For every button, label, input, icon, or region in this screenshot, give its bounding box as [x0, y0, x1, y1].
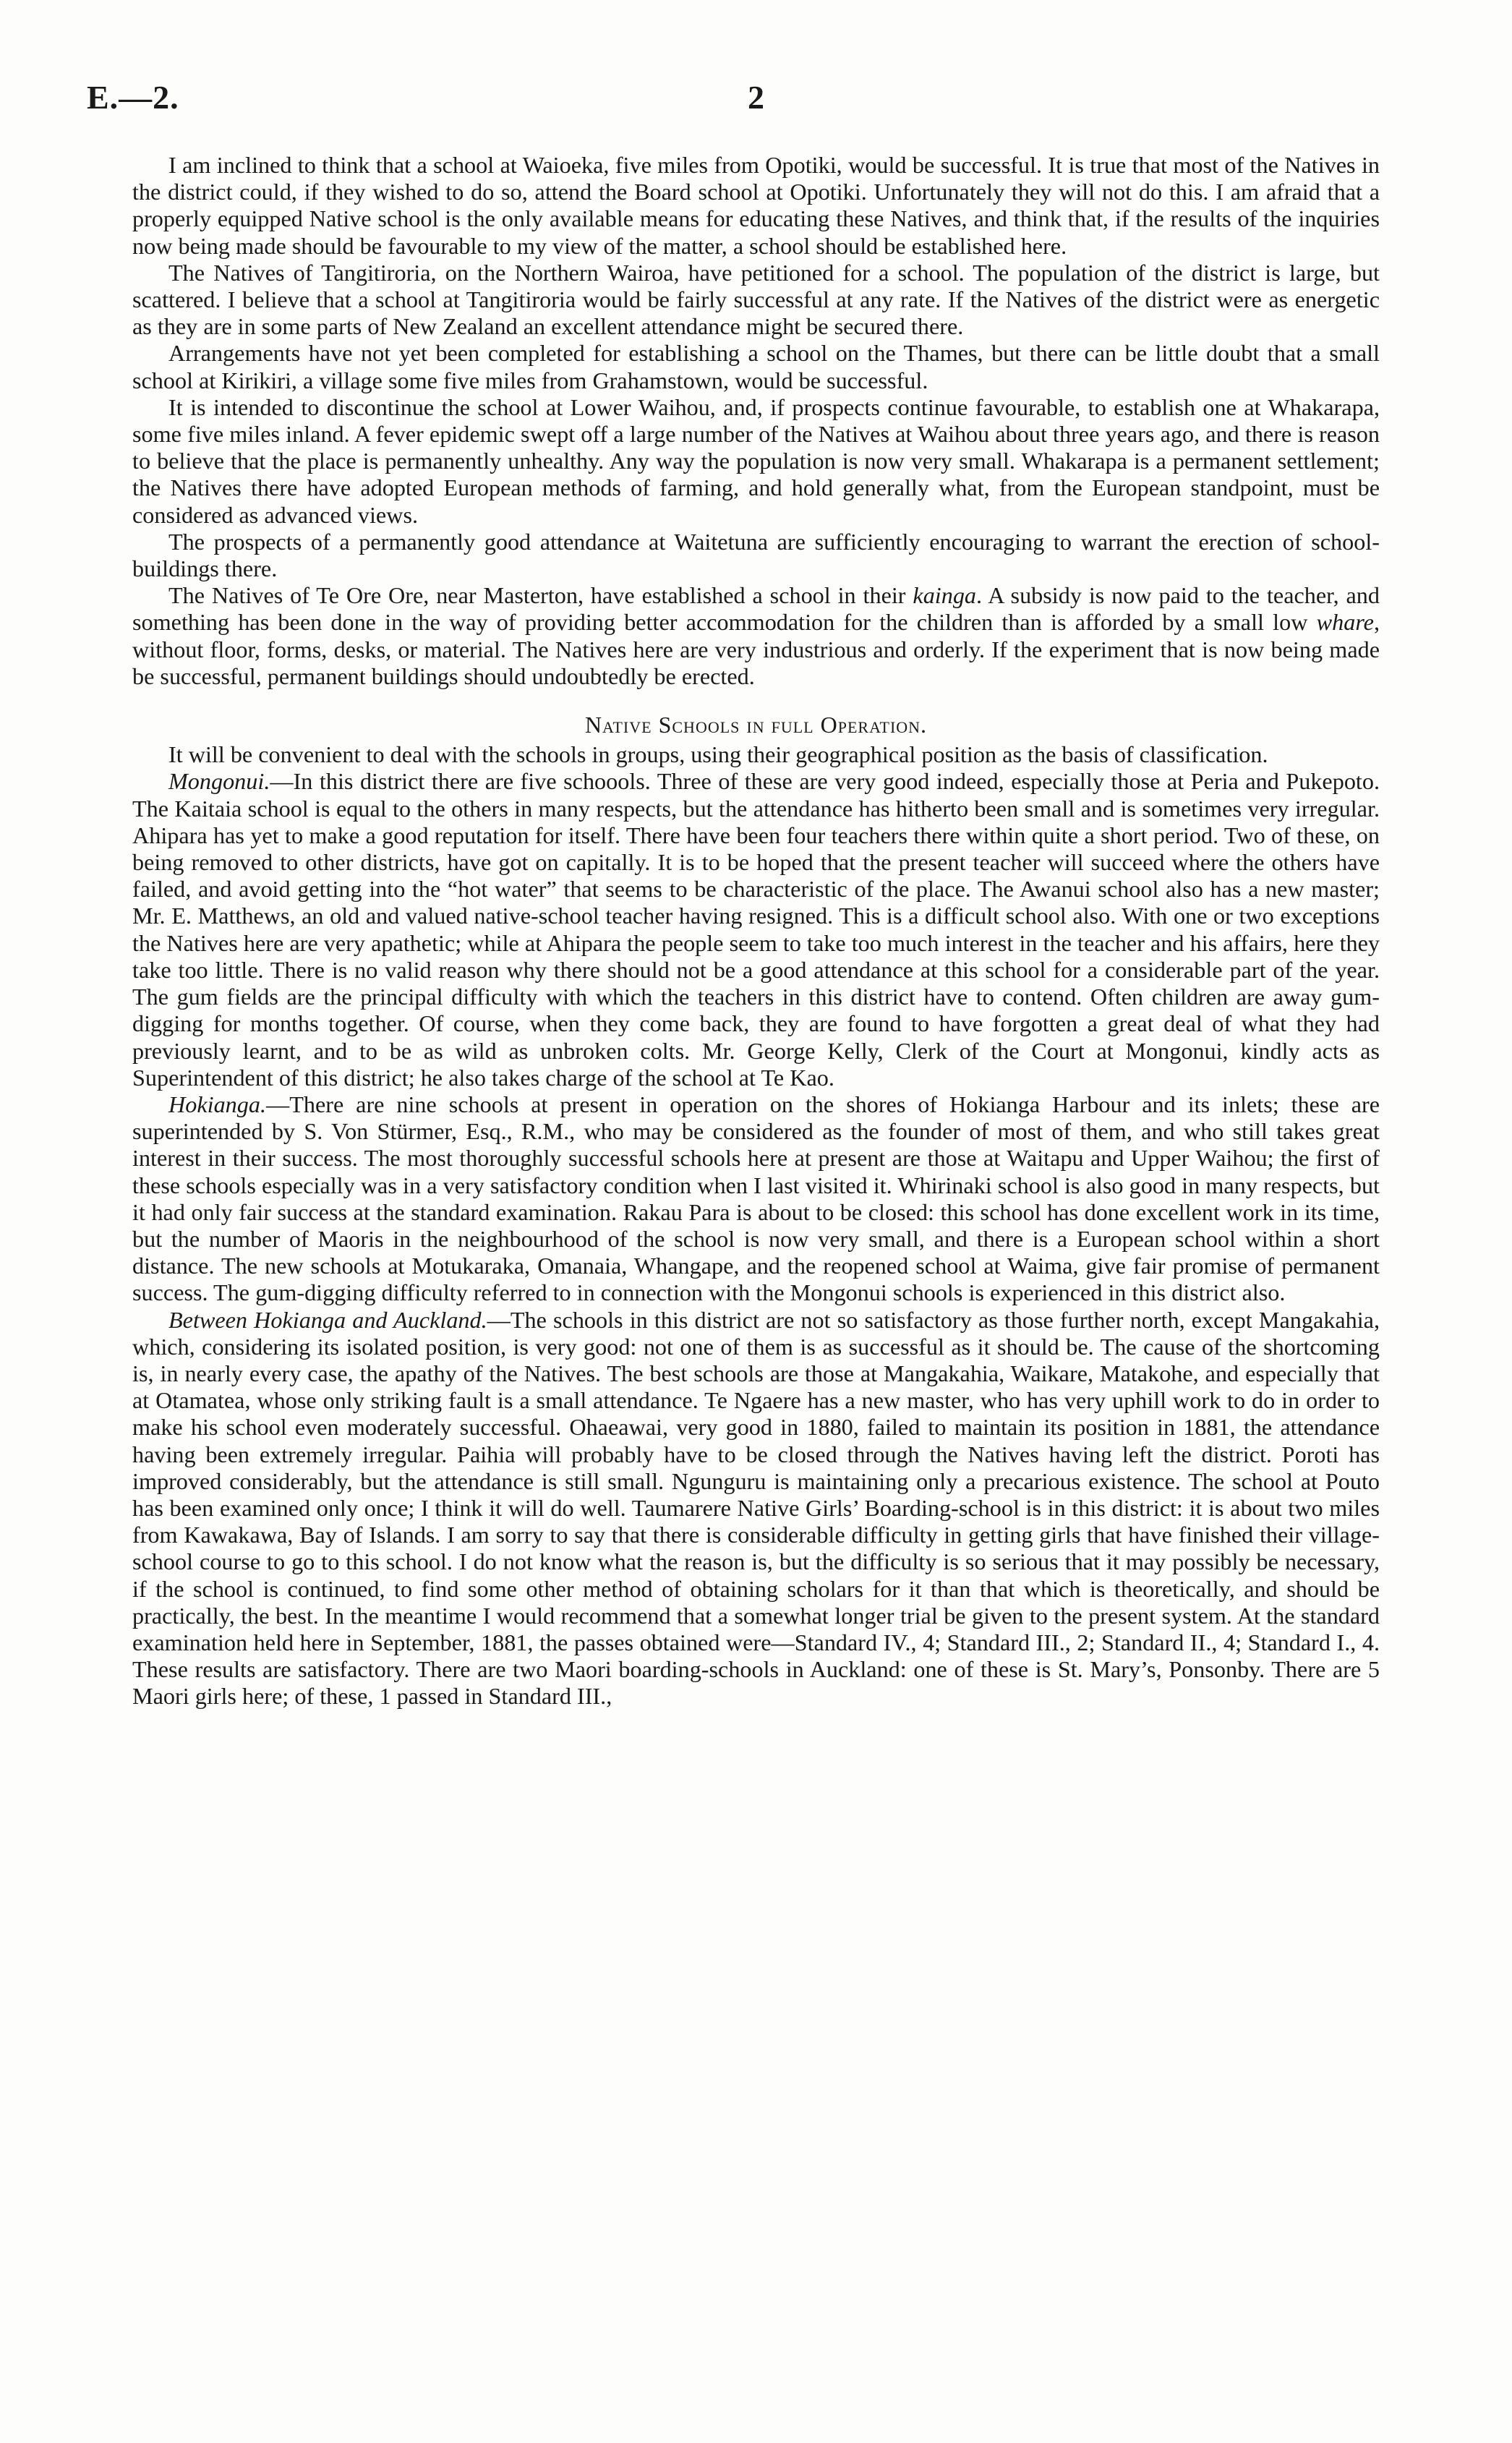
- document-reference: E.—2.: [87, 79, 179, 116]
- te-ore-ore-text-1: The Natives of Te Ore Ore, near Masterton, have established a school in their: [168, 582, 913, 609]
- section-heading: Native Schools in full Operation.: [584, 712, 928, 738]
- term-whare: whare: [1316, 609, 1374, 636]
- paragraph-hokianga: [132, 1091, 1380, 1307]
- paragraph-te-ore-ore: [132, 582, 1380, 690]
- te-ore-ore-text-2: . A subsidy is now paid to the teacher, and something has been done in the way of providing better accommodation for the children than is afforded by a small low: [132, 582, 1380, 636]
- page-header: [87, 78, 1425, 121]
- paragraph-hokianga-auckland: [132, 1307, 1380, 1710]
- district-name-mongonui: Mongonui.: [168, 768, 270, 795]
- paragraph-mongonui: [132, 768, 1380, 1091]
- paragraph-section-intro: It will be convenient to deal with the schools in groups, using their geographical position as the basis of classification.: [168, 741, 1268, 768]
- body-text: [132, 152, 1380, 1710]
- te-ore-ore-text-3: , without floor, forms, desks, or material. The Natives here are very industrious and orderly. If the experiment that is now being made be successful, permanent buildings should undoubtedly be erected.: [132, 609, 1380, 689]
- district-text-hokianga: —There are nine schools at present in operation on the shores of Hokianga Harbour and its inlets; these are superintended by S. Von Stürmer, Esq., R.M., who may be considered as the founder of most of them, and who still takes great interest in their success. The most thoroughly successful schools here at present are those at Waitapu and Upper Waihou; the first of these schools especially was in a very satisfactory condition when I last visited it. Whirinaki school is also good in many respects, but it had only fair success at the standard examination. Rakau Para is about to be closed: this school has done excellent work in its time, but the number of Maoris in the neighbourhood of the school is now very small, and there is a European school within a short distance. The new schools at Motukaraka, Omanaia, Whangape, and the reopened school at Waima, give fair promise of permanent success. The gum-digging difficulty referred to in connection with the Mongonui schools is experienced in this district also.: [132, 1091, 1380, 1306]
- district-name-hokianga-auckland: Between Hokianga and Auckland.: [168, 1306, 487, 1333]
- page-number: 2: [748, 79, 764, 116]
- paragraph-kirikiri: Arrangements have not yet been completed for establishing a school on the Thames, but there can be little doubt that a small school at Kirikiri, a village some five miles from Grahamstown, would be successful.: [132, 340, 1380, 393]
- paragraph-waitetuna: The prospects of a permanently good attendance at Waitetuna are sufficiently encouraging to warrant the erection of school-buildings there.: [132, 528, 1380, 582]
- paragraph-whakarapa: It is intended to discontinue the school at Lower Waihou, and, if prospects continue favourable, to establish one at Whakarapa, some five miles inland. A fever epidemic swept off a large number of the Natives at Waihou about three years ago, and there is reason to believe that the place is permanently unhealthy. Any way the population is now very small. Whakarapa is a permanent settlement; the Natives there have adopted European methods of farming, and hold generally what, from the European standpoint, must be considered as advanced views.: [132, 393, 1380, 528]
- paragraph-tangitiroria: The Natives of Tangitiroria, on the Northern Wairoa, have petitioned for a school. The population of the district is large, but scattered. I believe that a school at Tangitiroria would be fairly successful at any rate. If the Natives of the district were as energetic as they are in some parts of New Zealand an excellent attendance might be secured there.: [132, 259, 1380, 340]
- term-kainga: kainga: [913, 582, 977, 609]
- district-text-mongonui: —In this district there are five schoools. Three of these are very good indeed, especially those at Peria and Pukepoto. The Kaitaia school is equal to the others in many respects, but the attendance has hitherto been small and is sometimes very irregular. Ahipara has yet to make a good reputation for itself. There have been four teachers there within quite a short period. Two of these, on being removed to other districts, have got on capitally. It is to be hoped that the present teacher will succeed where the others have failed, and avoid getting into the “hot water” that seems to be characteristic of the place. The Awanui school also has a new master; Mr. E. Matthews, an old and valued native-school teacher having resigned. This is a difficult school also. With one or two exceptions the Natives here are very apathetic; while at Ahipara the people seem to take too much interest in the teacher and his affairs, here they take too little. There is no valid reason why there should not be a good attendance at this school for a considerable part of the year. The gum fields are the principal difficulty with which the teachers in this district have to contend. Often children are away gum-digging for months together. Of course, when they come back, they are found to have forgotten a great deal of what they had previously learnt, and to be as wild as unbroken colts. Mr. George Kelly, Clerk of the Court at Mongonui, kindly acts as Superintendent of this district; he also takes charge of the school at Te Kao.: [132, 768, 1380, 1091]
- district-name-hokianga: Hokianga.: [168, 1091, 266, 1117]
- paragraph-waioeka: I am inclined to think that a school at Waioeka, five miles from Opotiki, would be successful. It is true that most of the Natives in the district could, if they wished to do so, attend the Board school at Opotiki. Unfortunately they will not do this. I am afraid that a properly equipped Native school is the only available means for educating these Natives, and think that, if the results of the inquiries now being made should be favourable to my view of the matter, a school should be established here.: [132, 152, 1380, 259]
- district-text-hokianga-auckland: —The schools in this district are not so satisfactory as those further north, except Mangakahia, which, considering its isolated position, is very good: not one of them is as successful as it should be. The cause of the shortcoming is, in nearly every case, the apathy of the Natives. The best schools are those at Mangakahia, Waikare, Matakohe, and especially that at Otamatea, whose only striking fault is a small attendance. Te Ngaere has a new master, who has very uphill work to do in order to make his school even moderately successful. Ohaeawai, very good in 1880, failed to maintain its position in 1881, the attendance having been extremely irregular. Paihia will probably have to be closed through the Natives having left the district. Poroti has improved considerably, but the attendance is still small. Ngunguru is maintaining only a precarious existence. The school at Pouto has been examined only once; I think it will do well. Taumarere Native Girls’ Boarding-school is in this district: it is about two miles from Kawakawa, Bay of Islands. I am sorry to say that there is considerable difficulty in getting girls that have finished their village-school course to go to this school. I do not know what the reason is, but the difficulty is so serious that it may possibly be necessary, if the school is continued, to find some other method of obtaining scholars for it than that which is theoretically, and should be practically, the best. In the meantime I would recommend that a somewhat longer trial be given to the present system. At the standard examination held here in September, 1881, the passes obtained were—Standard IV., 4; Standard III., 2; Standard II., 4; Standard I., 4. These results are satisfactory. There are two Maori boarding-schools in Auckland: one of these is St. Mary’s, Ponsonby. There are 5 Maori girls here; of these, 1 passed in Standard III.,: [132, 1306, 1380, 1710]
